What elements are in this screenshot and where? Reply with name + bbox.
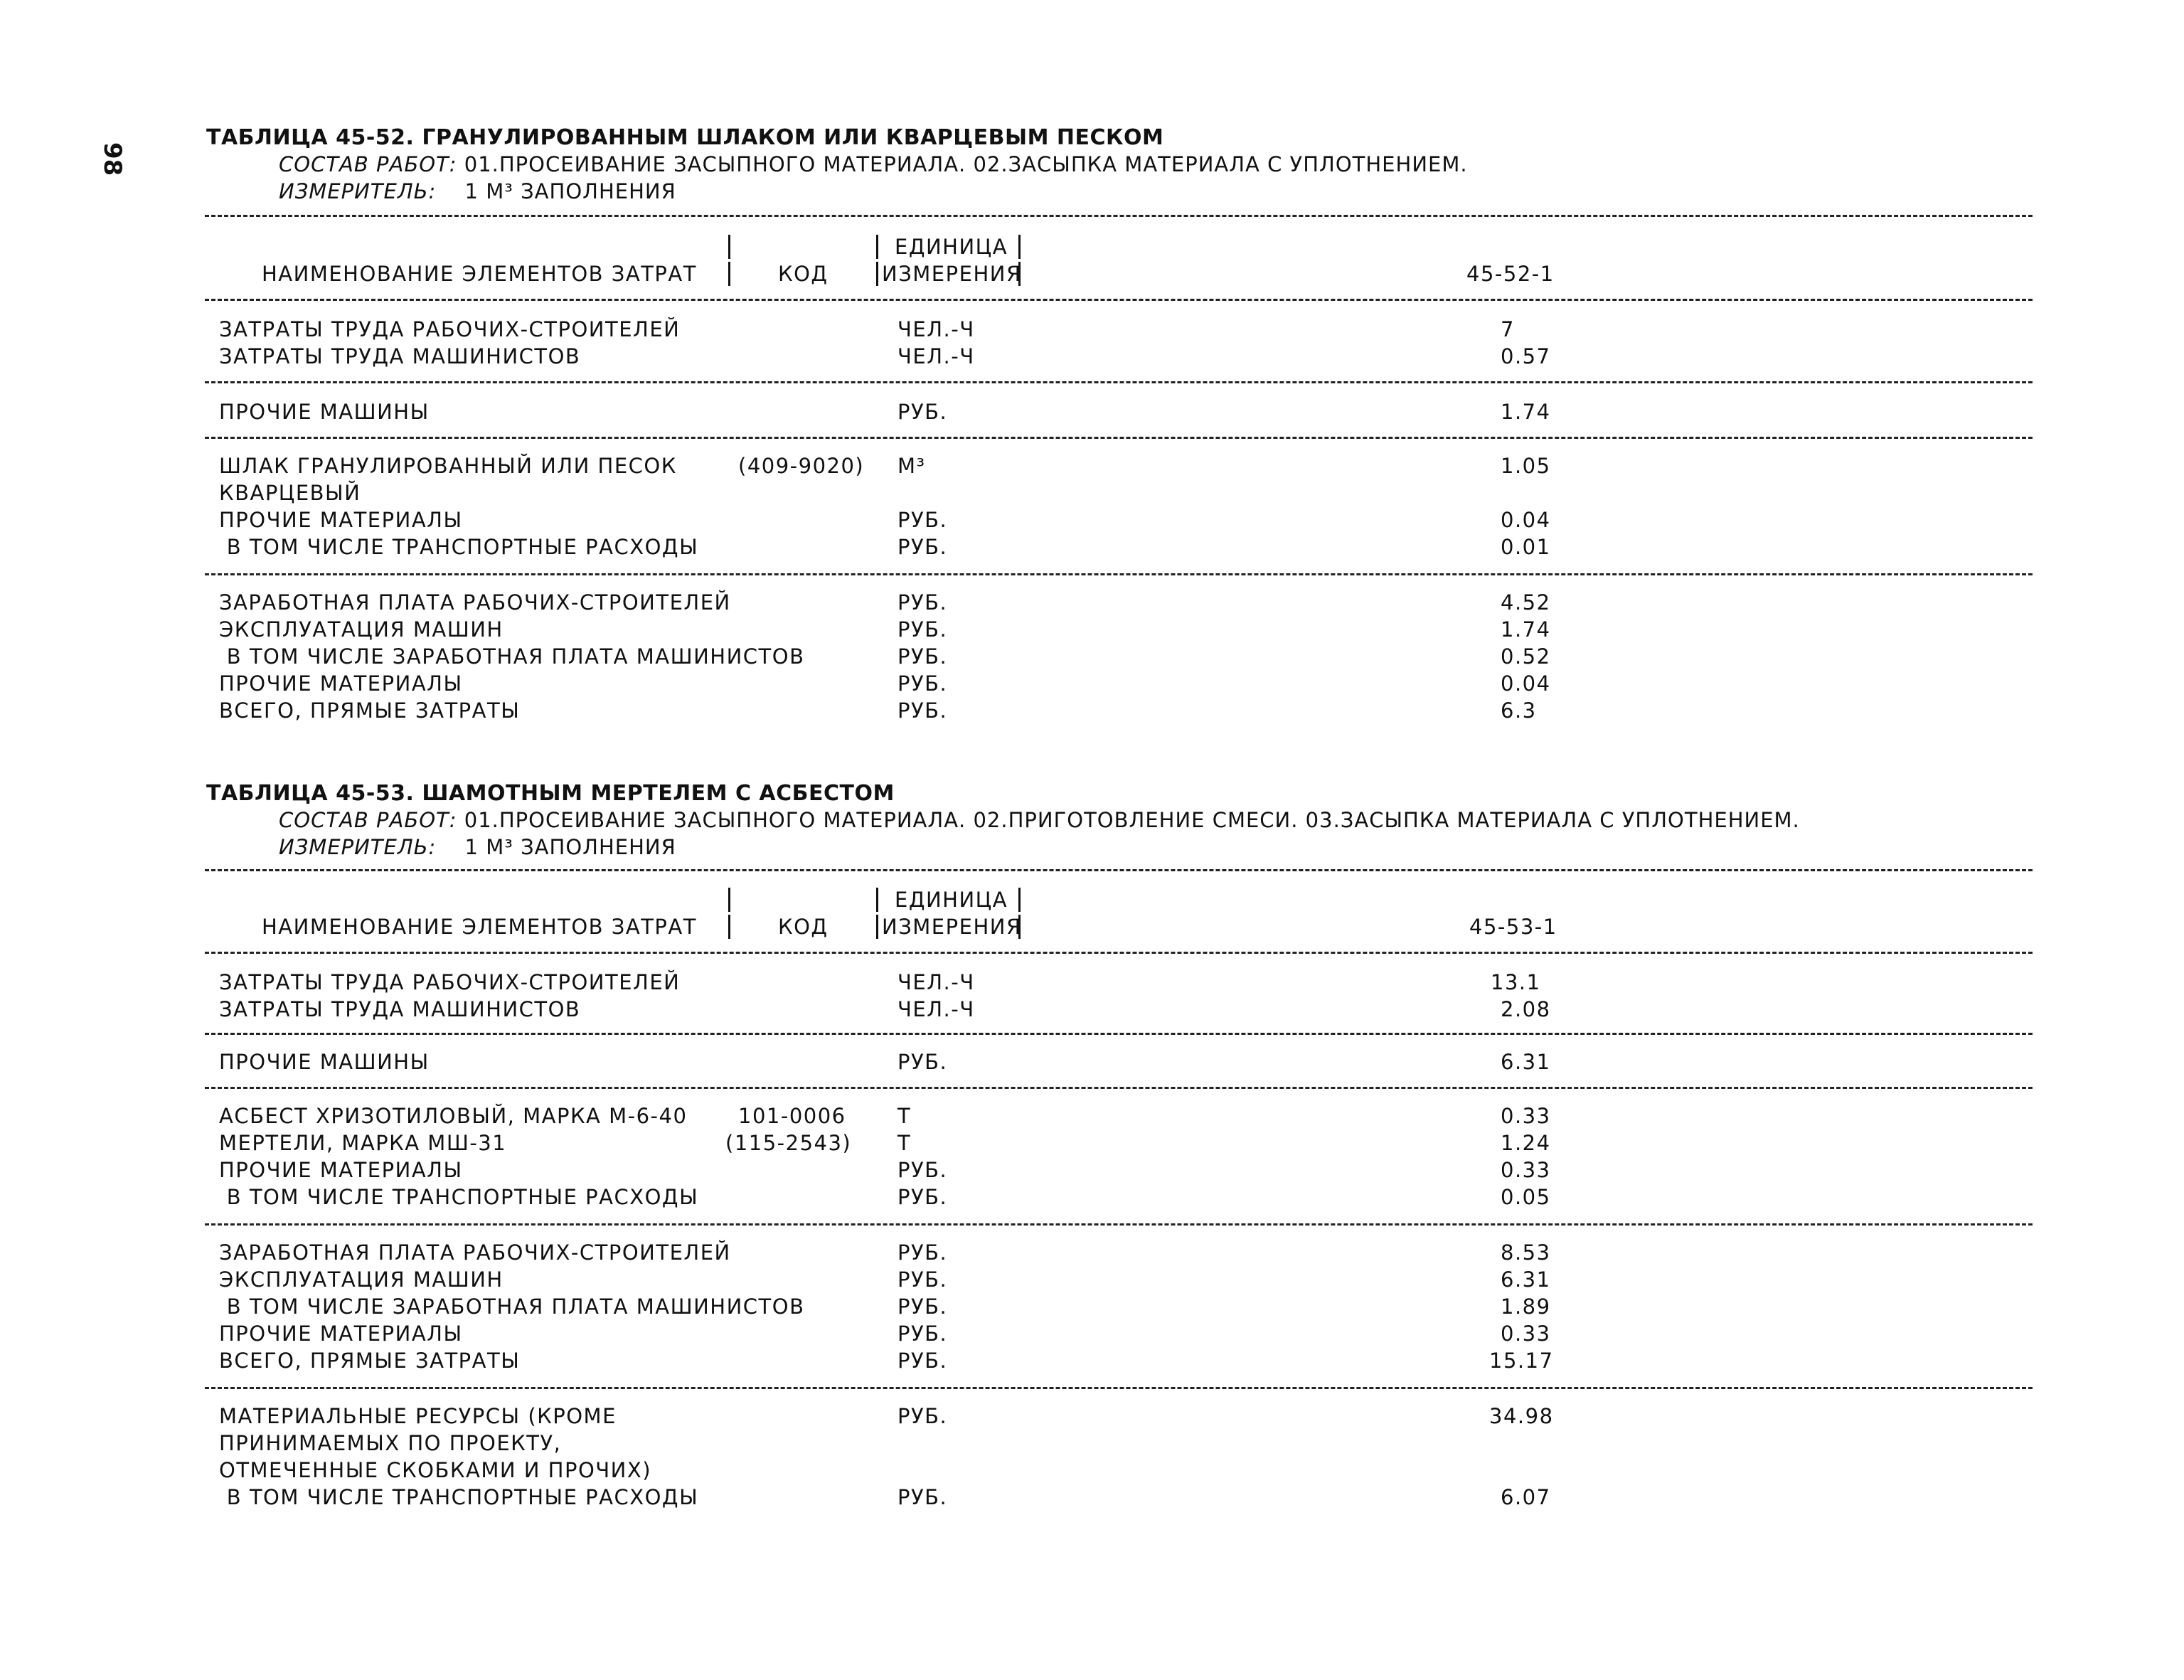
table1-sostav-text: 01.ПРОСЕИВАНИЕ ЗАСЫПНОГО МАТЕРИАЛА. 02.ЗАСЫПКА МАТЕРИАЛА С УПЛОТНЕНИЕМ. bbox=[464, 152, 1468, 176]
table1-row-name: ПРОЧИЕ МАТЕРИАЛЫ bbox=[219, 508, 463, 532]
table2-row-value: 6.07 bbox=[1501, 1485, 1551, 1509]
table2-row-value: 0.33 bbox=[1501, 1104, 1551, 1128]
table2-header-name: НАИМЕНОВАНИЕ ЭЛЕМЕНТОВ ЗАТРАТ bbox=[262, 915, 697, 939]
table2-row-value: 0.33 bbox=[1501, 1322, 1551, 1346]
table2-row-unit: РУБ. bbox=[897, 1322, 948, 1346]
table2-row-name: МЕРТЕЛИ, МАРКА МШ-31 bbox=[219, 1131, 507, 1155]
table2-header-value: 45-53-1 bbox=[1469, 915, 1557, 939]
table2-row-value: 34.98 bbox=[1489, 1404, 1554, 1428]
table2-header-divider bbox=[1018, 888, 1021, 912]
table1-row-value: 1.05 bbox=[1501, 454, 1551, 478]
table1-row-name: ВСЕГО, ПРЯМЫЕ ЗАТРАТЫ bbox=[219, 698, 521, 723]
table2-row-value: 0.33 bbox=[1501, 1158, 1551, 1182]
table1-row-name: ЗАРАБОТНАЯ ПЛАТА РАБОЧИХ-СТРОИТЕЛЕЙ bbox=[219, 590, 731, 615]
table1-header-name: НАИМЕНОВАНИЕ ЭЛЕМЕНТОВ ЗАТРАТ bbox=[262, 262, 697, 286]
table2-rule bbox=[205, 952, 2033, 954]
table1-row-name: КВАРЦЕВЫЙ bbox=[219, 481, 361, 505]
table1-row-name: ЭКСПЛУАТАЦИЯ МАШИН bbox=[219, 617, 504, 642]
table2-row-value: 8.53 bbox=[1501, 1240, 1551, 1265]
table1-row-name: ЗАТРАТЫ ТРУДА МАШИНИСТОВ bbox=[219, 344, 581, 368]
table1-row-name: В ТОМ ЧИСЛЕ ЗАРАБОТНАЯ ПЛАТА МАШИНИСТОВ bbox=[219, 644, 805, 669]
table2-izmeritel bbox=[279, 835, 676, 859]
table1-header-divider bbox=[728, 235, 730, 259]
table1-header-divider bbox=[876, 235, 878, 259]
table1-row-unit: РУБ. bbox=[897, 400, 948, 424]
table2-row-name: ПРОЧИЕ МАТЕРИАЛЫ bbox=[219, 1322, 463, 1346]
table1-izmeritel-label: ИЗМЕРИТЕЛЬ: bbox=[279, 179, 437, 203]
table2-row-value: 1.89 bbox=[1501, 1294, 1551, 1319]
table2-row-value: 13.1 bbox=[1491, 970, 1541, 994]
table2-header-divider bbox=[728, 888, 730, 912]
table2-row-name: ЭКСПЛУАТАЦИЯ МАШИН bbox=[219, 1267, 504, 1292]
table1-row-value: 0.57 bbox=[1501, 344, 1551, 368]
table2-rule bbox=[205, 1223, 2033, 1226]
table1-row-name: ПРОЧИЕ МАШИНЫ bbox=[219, 400, 430, 424]
table1-row-value: 7 bbox=[1501, 317, 1515, 341]
table2-row-name: ОТМЕЧЕННЫЕ СКОБКАМИ И ПРОЧИХ) bbox=[219, 1458, 652, 1482]
table1-rule-top bbox=[205, 215, 2033, 217]
table2-row-name: ПРОЧИЕ МАТЕРИАЛЫ bbox=[219, 1158, 463, 1182]
table2-row-unit: РУБ. bbox=[897, 1050, 948, 1074]
table2-row-unit: Т bbox=[897, 1131, 912, 1155]
table2-rule bbox=[205, 1387, 2033, 1389]
table2-header-divider bbox=[876, 888, 878, 912]
table2-row-name: ПРОЧИЕ МАШИНЫ bbox=[219, 1050, 430, 1074]
table2-sostav bbox=[279, 808, 1800, 832]
table1-row-unit: РУБ. bbox=[897, 508, 948, 532]
table2-row-value: 15.17 bbox=[1489, 1349, 1554, 1373]
table1-sostav-label: СОСТАВ РАБОТ: bbox=[279, 152, 457, 176]
table2-row-name: ЗАТРАТЫ ТРУДА МАШИНИСТОВ bbox=[219, 997, 581, 1021]
table2-row-name: АСБЕСТ ХРИЗОТИЛОВЫЙ, МАРКА М-6-40 bbox=[219, 1104, 688, 1128]
table1-rule bbox=[205, 437, 2033, 439]
table1-rule bbox=[205, 299, 2033, 301]
table2-rule-top bbox=[205, 869, 2033, 871]
table1-row-value: 0.04 bbox=[1501, 671, 1551, 696]
table2-rule bbox=[205, 1033, 2033, 1035]
table2-row-value: 6.31 bbox=[1501, 1050, 1551, 1074]
table1-row-value: 4.52 bbox=[1501, 590, 1551, 615]
table2-row-name: ВСЕГО, ПРЯМЫЕ ЗАТРАТЫ bbox=[219, 1349, 521, 1373]
table2-row-unit: РУБ. bbox=[897, 1240, 948, 1265]
table2-row-code: 101-0006 bbox=[738, 1104, 846, 1128]
table1-izmeritel-text: 1 М³ ЗАПОЛНЕНИЯ bbox=[464, 179, 676, 203]
table1-header-unit-1: ЕДИНИЦА bbox=[895, 235, 1008, 259]
table2-row-unit: РУБ. bbox=[897, 1185, 948, 1209]
table1-row-unit: РУБ. bbox=[897, 617, 948, 642]
table1-izmeritel bbox=[279, 179, 676, 203]
table2-row-value: 0.05 bbox=[1501, 1185, 1551, 1209]
table2-rule bbox=[205, 1087, 2033, 1089]
table1-row-unit: РУБ. bbox=[897, 590, 948, 615]
table1-row-value: 1.74 bbox=[1501, 617, 1551, 642]
table1-row-code: (409-9020) bbox=[738, 454, 865, 478]
table1-header-unit-2: ИЗМЕРЕНИЯ bbox=[882, 262, 1022, 286]
table2-title: ТАБЛИЦА 45-53. ШАМОТНЫМ МЕРТЕЛЕМ С АСБЕСТОМ bbox=[206, 781, 895, 806]
table1-row-unit: ЧЕЛ.-Ч bbox=[897, 344, 975, 368]
table2-row-name: ЗАРАБОТНАЯ ПЛАТА РАБОЧИХ-СТРОИТЕЛЕЙ bbox=[219, 1240, 731, 1265]
table1-rule bbox=[205, 381, 2033, 383]
table2-row-name: МАТЕРИАЛЬНЫЕ РЕСУРСЫ (КРОМЕ bbox=[219, 1404, 617, 1428]
table1-row-value: 0.01 bbox=[1501, 535, 1551, 559]
table2-izmeritel-label: ИЗМЕРИТЕЛЬ: bbox=[279, 835, 437, 859]
table2-row-name: ЗАТРАТЫ ТРУДА РАБОЧИХ-СТРОИТЕЛЕЙ bbox=[219, 970, 681, 994]
table1-header-divider bbox=[1018, 235, 1021, 259]
table1-header-code: КОД bbox=[778, 262, 829, 286]
table1-row-unit: РУБ. bbox=[897, 698, 948, 723]
table1-sostav bbox=[279, 152, 1468, 176]
table2-row-unit: Т bbox=[897, 1104, 912, 1128]
table2-header-unit-1: ЕДИНИЦА bbox=[895, 888, 1008, 912]
table2-row-code: (115-2543) bbox=[725, 1131, 852, 1155]
table2-header-divider bbox=[876, 915, 878, 939]
table2-sostav-label: СОСТАВ РАБОТ: bbox=[279, 808, 457, 832]
table1-row-unit: РУБ. bbox=[897, 671, 948, 696]
table2-row-unit: РУБ. bbox=[897, 1404, 948, 1428]
table1-row-name: ПРОЧИЕ МАТЕРИАЛЫ bbox=[219, 671, 463, 696]
table2-header-code: КОД bbox=[778, 915, 829, 939]
table1-row-value: 0.04 bbox=[1501, 508, 1551, 532]
table2-izmeritel-text: 1 М³ ЗАПОЛНЕНИЯ bbox=[464, 835, 676, 859]
table1-header-divider bbox=[876, 262, 878, 286]
table2-row-unit: РУБ. bbox=[897, 1485, 948, 1509]
table1-row-unit: РУБ. bbox=[897, 644, 948, 669]
table2-row-value: 2.08 bbox=[1501, 997, 1551, 1021]
table2-row-name: ПРИНИМАЕМЫХ ПО ПРОЕКТУ, bbox=[219, 1431, 562, 1455]
table2-row-unit: РУБ. bbox=[897, 1267, 948, 1292]
table2-sostav-text: 01.ПРОСЕИВАНИЕ ЗАСЫПНОГО МАТЕРИАЛА. 02.ПРИГОТОВЛЕНИЕ СМЕСИ. 03.ЗАСЫПКА МАТЕРИАЛА С УПЛОТНЕНИЕМ. bbox=[464, 808, 1800, 832]
table2-row-value: 6.31 bbox=[1501, 1267, 1551, 1292]
table1-row-name: В ТОМ ЧИСЛЕ ТРАНСПОРТНЫЕ РАСХОДЫ bbox=[219, 535, 699, 559]
table2-row-unit: ЧЕЛ.-Ч bbox=[897, 970, 975, 994]
table1-row-unit: РУБ. bbox=[897, 535, 948, 559]
table1-row-value: 0.52 bbox=[1501, 644, 1551, 669]
table1-row-name: ЗАТРАТЫ ТРУДА РАБОЧИХ-СТРОИТЕЛЕЙ bbox=[219, 317, 681, 341]
table1-row-value: 6.3 bbox=[1501, 698, 1537, 723]
table1-row-value: 1.74 bbox=[1501, 400, 1551, 424]
table1-title: ТАБЛИЦА 45-52. ГРАНУЛИРОВАННЫМ ШЛАКОМ ИЛИ КВАРЦЕВЫМ ПЕСКОМ bbox=[206, 125, 1164, 150]
table2-row-value: 1.24 bbox=[1501, 1131, 1551, 1155]
table2-row-unit: РУБ. bbox=[897, 1349, 948, 1373]
page-number: 98 bbox=[98, 142, 127, 176]
table2-row-unit: РУБ. bbox=[897, 1158, 948, 1182]
table2-row-name: В ТОМ ЧИСЛЕ ТРАНСПОРТНЫЕ РАСХОДЫ bbox=[219, 1185, 699, 1209]
table1-row-name: ШЛАК ГРАНУЛИРОВАННЫЙ ИЛИ ПЕСОК bbox=[219, 454, 677, 478]
table2-header-unit-2: ИЗМЕРЕНИЯ bbox=[882, 915, 1022, 939]
table1-header-divider bbox=[728, 262, 730, 286]
table2-row-name: В ТОМ ЧИСЛЕ ЗАРАБОТНАЯ ПЛАТА МАШИНИСТОВ bbox=[219, 1294, 805, 1319]
table1-row-unit: М³ bbox=[897, 454, 926, 478]
table2-row-unit: РУБ. bbox=[897, 1294, 948, 1319]
table1-rule bbox=[205, 573, 2033, 575]
table2-row-unit: ЧЕЛ.-Ч bbox=[897, 997, 975, 1021]
table2-row-name: В ТОМ ЧИСЛЕ ТРАНСПОРТНЫЕ РАСХОДЫ bbox=[219, 1485, 699, 1509]
table1-header-value: 45-52-1 bbox=[1466, 262, 1555, 286]
table2-header-divider bbox=[728, 915, 730, 939]
table1-row-unit: ЧЕЛ.-Ч bbox=[897, 317, 975, 341]
